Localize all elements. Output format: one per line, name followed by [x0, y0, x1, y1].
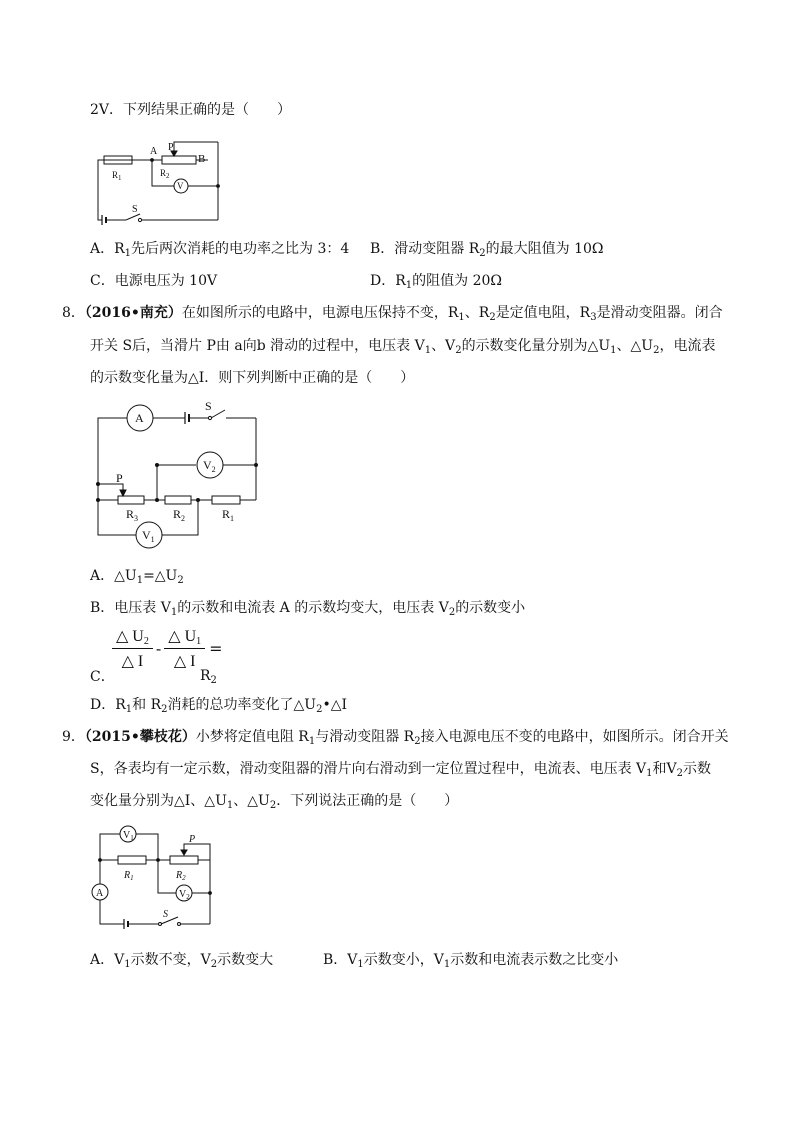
q9-stem-line-3: 变化量分别为△I、$\triangle U_1$、$\triangle U_2$．下列说法正确的是（ ） [90, 793, 459, 811]
q8-fraction-du2-di: $\frac{\triangle U_2}{\triangle I}$ [112, 626, 153, 671]
q9-v2-label: $V_2$ [179, 889, 190, 901]
q9-option-b: B．$V_1$示数变小，$V_1$示数和电流表示数之比变小 [323, 952, 619, 970]
q7-circuit-diagram [90, 138, 230, 228]
q9-source: （2015•攀枝花） [84, 729, 196, 745]
q7-option-a: A．$R_1$先后两次消耗的电功率之比为 3：4 [90, 241, 350, 259]
q8-option-a: A．$\triangle U_1=\triangle U_2$ [90, 568, 184, 586]
q7-option-d: D．$R_1$的阻值为 20Ω [370, 273, 503, 291]
q8-v1-label: $V_1$ [142, 528, 155, 544]
q7-label-p: P [168, 142, 174, 153]
q8-switch-label: S [205, 399, 212, 413]
q8-stem-line-1: 8．（2016•南充）在如图所示的电路中，电源电压保持不变，$R_1$、$R_2$是定值电阻，$R_3$是滑动变阻器。闭合 [62, 305, 723, 323]
q8-circuit-diagram [90, 398, 270, 553]
q8-v2-label: $V_2$ [203, 458, 216, 474]
q9-ammeter-label: A [96, 888, 104, 899]
q8-r3-label: $R_3$ [126, 507, 139, 523]
q8-source: （2016•南充） [84, 305, 182, 321]
q7-label-b: B [198, 153, 206, 165]
q9-stem-line-1: 9．（2015•攀枝花）小梦将定值电阻 $R_1$与滑动变阻器 $R_2$接入电源电压不变的电路中，如图所示。闭合开关 [62, 729, 729, 747]
q8-option-c-r2: $R_2$ [200, 668, 217, 686]
q8-option-d: D．$R_1$和 $R_2$消耗的总功率变化了$\triangle U_2•\triangle I$ [90, 697, 348, 715]
q8-option-c-label: C． [90, 669, 115, 685]
q8-stem-line-2: 开关 S后，当滑片 P由 a向b 滑动的过程中，电压表 $V_1$、$V_2$的示数变化量分别为$\triangle U_1$、$\triangle U_2$，电流表 [90, 338, 716, 356]
q9-r2-label: $R_2$ [176, 870, 186, 882]
q8-r2-label: $R_2$ [173, 507, 186, 523]
q9-option-a: A．$V_1$示数不变，$V_2$示数变大 [90, 952, 274, 970]
q9-stem-line-2: S，各表均有一定示数，滑动变阻器的滑片向右滑动到一定位置过程中，电流表、电压表 $V_1$和$V_2$示数 [90, 761, 712, 779]
q8-fraction-du1-di: $\frac{\triangle U_1}{\triangle I}$ [164, 626, 205, 671]
q9-v1-label: $V_1$ [123, 830, 134, 842]
q8-slider-label: P [116, 471, 123, 485]
q8-r1-label: $R_1$ [222, 507, 235, 523]
q7-option-c: C．电源电压为 10V [90, 273, 218, 289]
q7-label-s: S [132, 204, 138, 215]
q9-switch-label: S [163, 909, 168, 920]
q9-r1-label: $R_1$ [124, 870, 134, 882]
q7-label-a: A [150, 146, 158, 157]
q8-ammeter-label: A [135, 411, 144, 425]
q9-circuit-diagram [88, 822, 223, 934]
q7-stem-tail: 2V．下列结果正确的是（ ） [90, 102, 292, 118]
q9-slider-label: P [189, 834, 196, 845]
q8-option-b: B．电压表 $V_1$的示数和电流表 A 的示数均变大，电压表 $V_2$的示数变小 [90, 600, 526, 618]
q7-label-r2: $R_2$ [160, 168, 170, 180]
q7-option-b: B．滑动变阻器 $R_2$的最大阻值为 10Ω [370, 241, 604, 259]
q8-stem-line-3: 的示数变化量为△I．则下列判断中正确的是（ ） [90, 370, 415, 386]
q8-option-c-formula: $\frac{\triangle U_2}{\triangle I}$ - $\frac{\triangle U_1}{\triangle I}$ = [112, 626, 227, 671]
q7-label-r1: $R_1$ [112, 170, 122, 182]
q7-label-v: V [177, 181, 184, 191]
